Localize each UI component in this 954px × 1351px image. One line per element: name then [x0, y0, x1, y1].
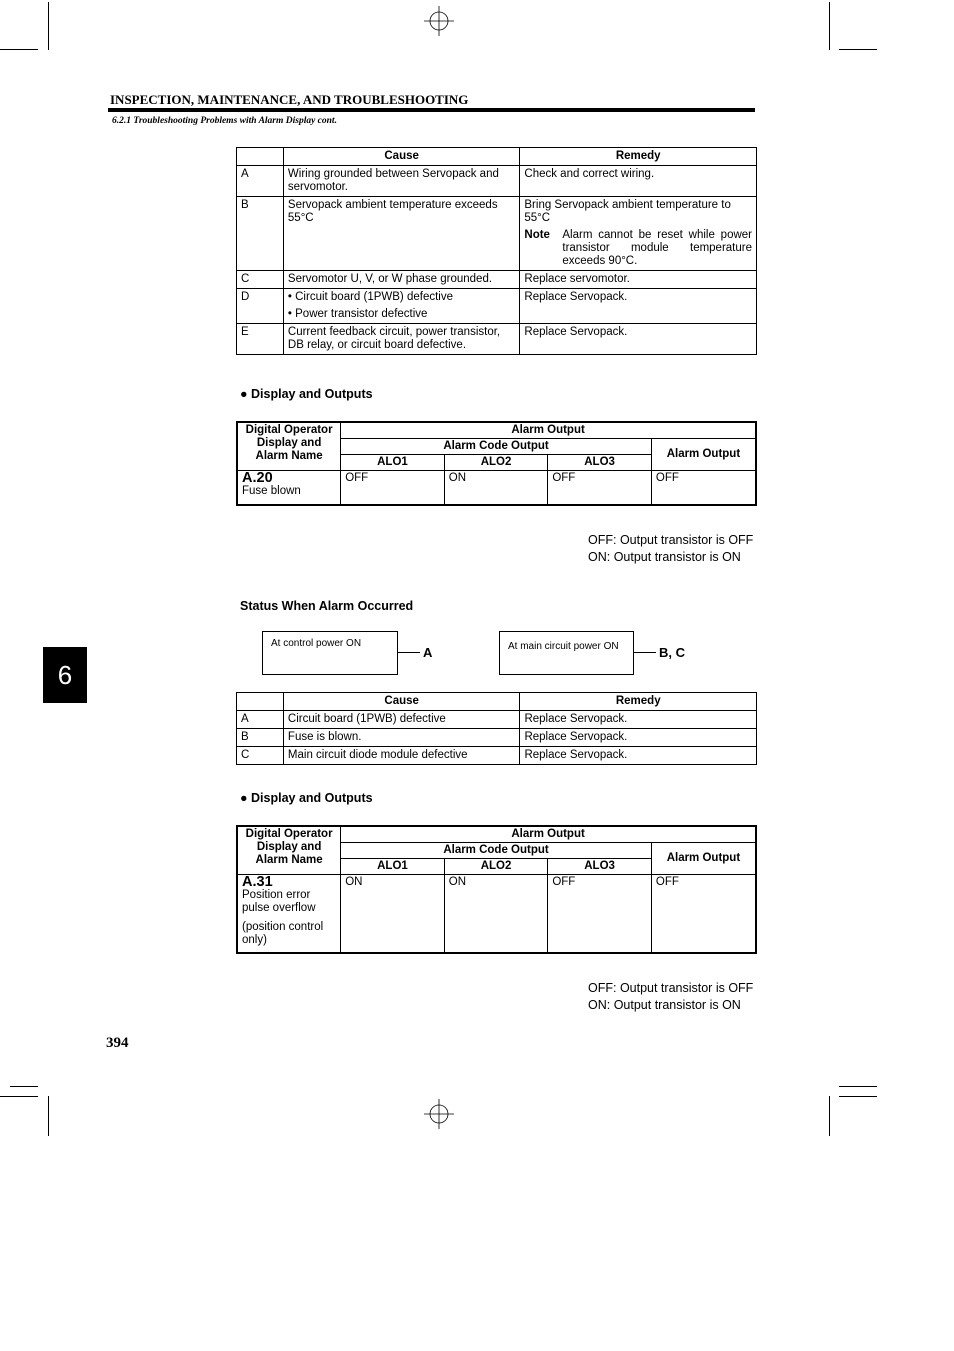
row-id: A	[237, 711, 284, 729]
alarm-output-table	[236, 825, 757, 954]
alo2-value: ON	[444, 875, 548, 953]
alo1-value: ON	[341, 875, 445, 953]
status-heading: Status When Alarm Occurred	[240, 599, 414, 613]
legend-on: ON: Output transistor is ON	[588, 998, 741, 1012]
row-id: E	[237, 324, 284, 355]
remedy-cell	[520, 197, 757, 271]
header-cell	[237, 148, 284, 166]
alarm-output-value: OFF	[651, 471, 756, 505]
row-id: B	[237, 729, 284, 747]
legend-off: OFF: Output transistor is OFF	[588, 533, 754, 547]
table-row	[237, 197, 757, 271]
registration-mark-icon	[424, 6, 454, 36]
table-row	[237, 166, 757, 197]
table-row	[237, 324, 757, 355]
chapter-tab: 6	[43, 647, 87, 703]
alarm-code: A.20	[242, 470, 273, 486]
remedy-cell: Replace Servopack.	[520, 289, 757, 324]
note-text: Alarm cannot be reset while power transistor module temperature exceeds 90°C.	[562, 229, 752, 267]
alarm-name-cell	[237, 471, 341, 505]
crop-mark	[48, 2, 49, 50]
cause-cell: Current feedback circuit, power transistor, DB relay, or circuit board defective.	[283, 324, 519, 355]
row-id: B	[237, 197, 284, 271]
note-label: Note	[524, 229, 550, 241]
status-result: B, C	[659, 645, 685, 660]
row-id: D	[237, 289, 284, 324]
page-number: 394	[106, 1035, 129, 1051]
header-cell: Remedy	[520, 148, 757, 166]
alarm-code-output-header: Alarm Code Output	[341, 439, 652, 455]
leader-line	[398, 652, 420, 653]
alo3-header: ALO3	[548, 455, 652, 471]
table-row	[237, 271, 757, 289]
cause-remedy-table	[236, 147, 757, 355]
legend-off: OFF: Output transistor is OFF	[588, 981, 754, 995]
status-box-control-power: At control power ON	[262, 631, 398, 675]
legend	[588, 532, 753, 566]
header-cell	[237, 693, 284, 711]
table-header-row	[237, 148, 757, 166]
crop-mark	[10, 1086, 38, 1087]
crop-mark	[839, 1096, 877, 1097]
remedy-cell: Replace Servopack.	[520, 711, 757, 729]
legend-on: ON: Output transistor is ON	[588, 550, 741, 564]
row-id: A	[237, 166, 284, 197]
cause-cell: Main circuit diode module defective	[283, 747, 520, 765]
alo1-header: ALO1	[341, 455, 445, 471]
cause-remedy-table	[236, 692, 757, 765]
alarm-code: A.31	[242, 874, 273, 890]
alarm-output-table	[236, 421, 757, 506]
alarm-name: Position error pulse overflow	[242, 889, 316, 914]
section-title: INSPECTION, MAINTENANCE, AND TROUBLESHOOTING	[110, 92, 469, 107]
operator-display-header: Digital Operator Display and Alarm Name	[237, 826, 341, 875]
remedy-cell: Replace Servopack.	[520, 729, 757, 747]
header-cell: Cause	[283, 148, 519, 166]
cause-bullet: • Circuit board (1PWB) defective	[287, 291, 453, 303]
crop-mark	[0, 49, 38, 50]
alarm-name: Fuse blown	[242, 485, 301, 497]
header-cell: Cause	[283, 693, 520, 711]
table-row	[237, 747, 757, 765]
cause-cell: Servomotor U, V, or W phase grounded.	[283, 271, 519, 289]
alarm-code-output-header: Alarm Code Output	[341, 843, 652, 859]
alo3-value: OFF	[548, 471, 652, 505]
alarm-output-header: Alarm Output	[341, 422, 756, 439]
alo1-header: ALO1	[341, 859, 445, 875]
crop-mark	[839, 49, 877, 50]
remedy-text: Bring Servopack ambient temperature to 55°C	[524, 199, 731, 224]
header-cell: Remedy	[520, 693, 757, 711]
row-id: C	[237, 271, 284, 289]
remedy-cell: Replace servomotor.	[520, 271, 757, 289]
table-row	[237, 711, 757, 729]
alarm-name-note: (position control only)	[242, 921, 324, 946]
alarm-output-subheader: Alarm Output	[651, 439, 756, 471]
registration-mark-icon	[424, 1099, 454, 1129]
cause-bullet: • Power transistor defective	[287, 308, 428, 320]
subsection-title: 6.2.1 Troubleshooting Problems with Alarm Display cont.	[112, 116, 337, 126]
row-id: C	[237, 747, 284, 765]
alarm-output-subheader: Alarm Output	[651, 843, 756, 875]
cause-cell: Servopack ambient temperature exceeds 55°C	[283, 197, 519, 271]
display-outputs-heading: ● Display and Outputs	[240, 791, 373, 805]
alo3-value: OFF	[548, 875, 652, 953]
operator-display-header: Digital Operator Display and Alarm Name	[237, 422, 341, 471]
table-header-row	[237, 693, 757, 711]
status-box-main-power: At main circuit power ON	[499, 631, 634, 675]
crop-mark	[0, 1096, 38, 1097]
alarm-output-value: OFF	[651, 875, 756, 953]
alo2-value: ON	[444, 471, 548, 505]
cause-cell: Fuse is blown.	[283, 729, 520, 747]
alo3-header: ALO3	[548, 859, 652, 875]
table-row	[237, 289, 757, 324]
alo2-header: ALO2	[444, 859, 548, 875]
alo2-header: ALO2	[444, 455, 548, 471]
cause-cell	[283, 289, 519, 324]
alarm-output-header: Alarm Output	[341, 826, 756, 843]
crop-mark	[48, 1096, 49, 1136]
status-result: A	[423, 645, 433, 660]
leader-line	[634, 652, 656, 653]
alarm-name-cell	[237, 875, 341, 953]
remedy-cell: Replace Servopack.	[520, 747, 757, 765]
note	[524, 229, 752, 268]
cause-cell: Circuit board (1PWB) defective	[283, 711, 520, 729]
crop-mark	[829, 2, 830, 50]
header-rule	[108, 108, 755, 112]
remedy-cell: Check and correct wiring.	[520, 166, 757, 197]
crop-mark	[839, 1086, 877, 1087]
remedy-cell: Replace Servopack.	[520, 324, 757, 355]
table-row	[237, 729, 757, 747]
cause-cell: Wiring grounded between Servopack and servomotor.	[283, 166, 519, 197]
alo1-value: OFF	[341, 471, 445, 505]
legend	[588, 980, 753, 1014]
display-outputs-heading: ● Display and Outputs	[240, 387, 373, 401]
crop-mark	[829, 1096, 830, 1136]
